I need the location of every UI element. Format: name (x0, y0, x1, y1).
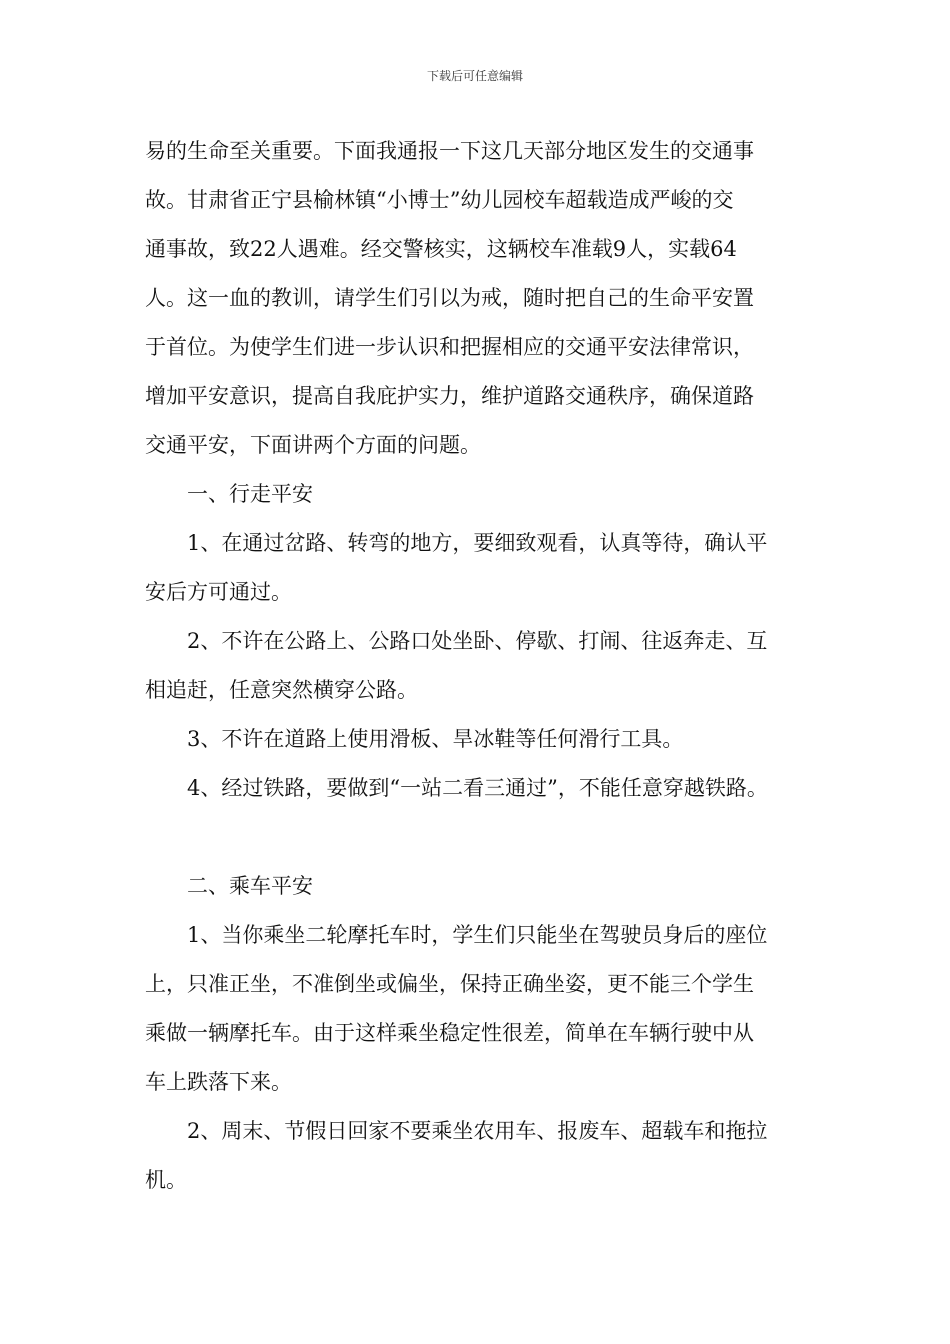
text-line: 乘做一辆摩托车。由于这样乘坐稳定性很差，简单在车辆行驶中从 (145, 1021, 754, 1045)
list-item: 1、在通过岔路、转弯的地方，要细致观看，认真等待，确认平 (187, 531, 768, 555)
list-item: 2、不许在公路上、公路口处坐卧、停歇、打闹、往返奔走、互 (187, 629, 768, 653)
text-line: 交通平安，下面讲两个方面的问题。 (145, 433, 481, 457)
list-item: 3、不许在道路上使用滑板、旱冰鞋等任何滑行工具。 (187, 727, 684, 751)
page-header: 下载后可任意编辑 (426, 69, 523, 83)
list-item: 1、当你乘坐二轮摩托车时，学生们只能坐在驾驶员身后的座位 (187, 923, 768, 947)
section-heading-riding: 二、乘车平安 (187, 874, 313, 898)
text-line: 相追赶，任意突然横穿公路。 (145, 678, 418, 702)
text-line: 故。甘肃省正宁县榆林镇“小博士”幼儿园校车超载造成严峻的交 (145, 188, 734, 212)
text-line: 于首位。为使学生们进一步认识和把握相应的交通平安法律常识， (145, 335, 754, 359)
document-body (145, 127, 825, 1205)
text-line: 通事故，致22人遇难。经交警核实，这辆校车准载9人，实载64 (145, 237, 737, 261)
list-item: 4、经过铁路，要做到“一站二看三通过”，不能任意穿越铁路。 (187, 776, 768, 800)
text-line: 安后方可通过。 (145, 580, 292, 604)
list-item: 2、周末、节假日回家不要乘坐农用车、报废车、超载车和拖拉 (187, 1119, 768, 1143)
text-line: 人。这一血的教训，请学生们引以为戒，随时把自己的生命平安置 (145, 286, 754, 310)
text-line: 车上跌落下来。 (145, 1070, 292, 1094)
text-line: 增加平安意识，提高自我庇护实力，维护道路交通秩序，确保道路 (145, 384, 754, 408)
text-line: 易的生命至关重要。下面我通报一下这几天部分地区发生的交通事 (145, 139, 754, 163)
text-line: 上，只准正坐，不准倒坐或偏坐，保持正确坐姿，更不能三个学生 (145, 972, 754, 996)
blank-line (145, 813, 825, 862)
text-line: 机。 (145, 1168, 187, 1192)
section-heading-walking: 一、行走平安 (187, 482, 313, 506)
